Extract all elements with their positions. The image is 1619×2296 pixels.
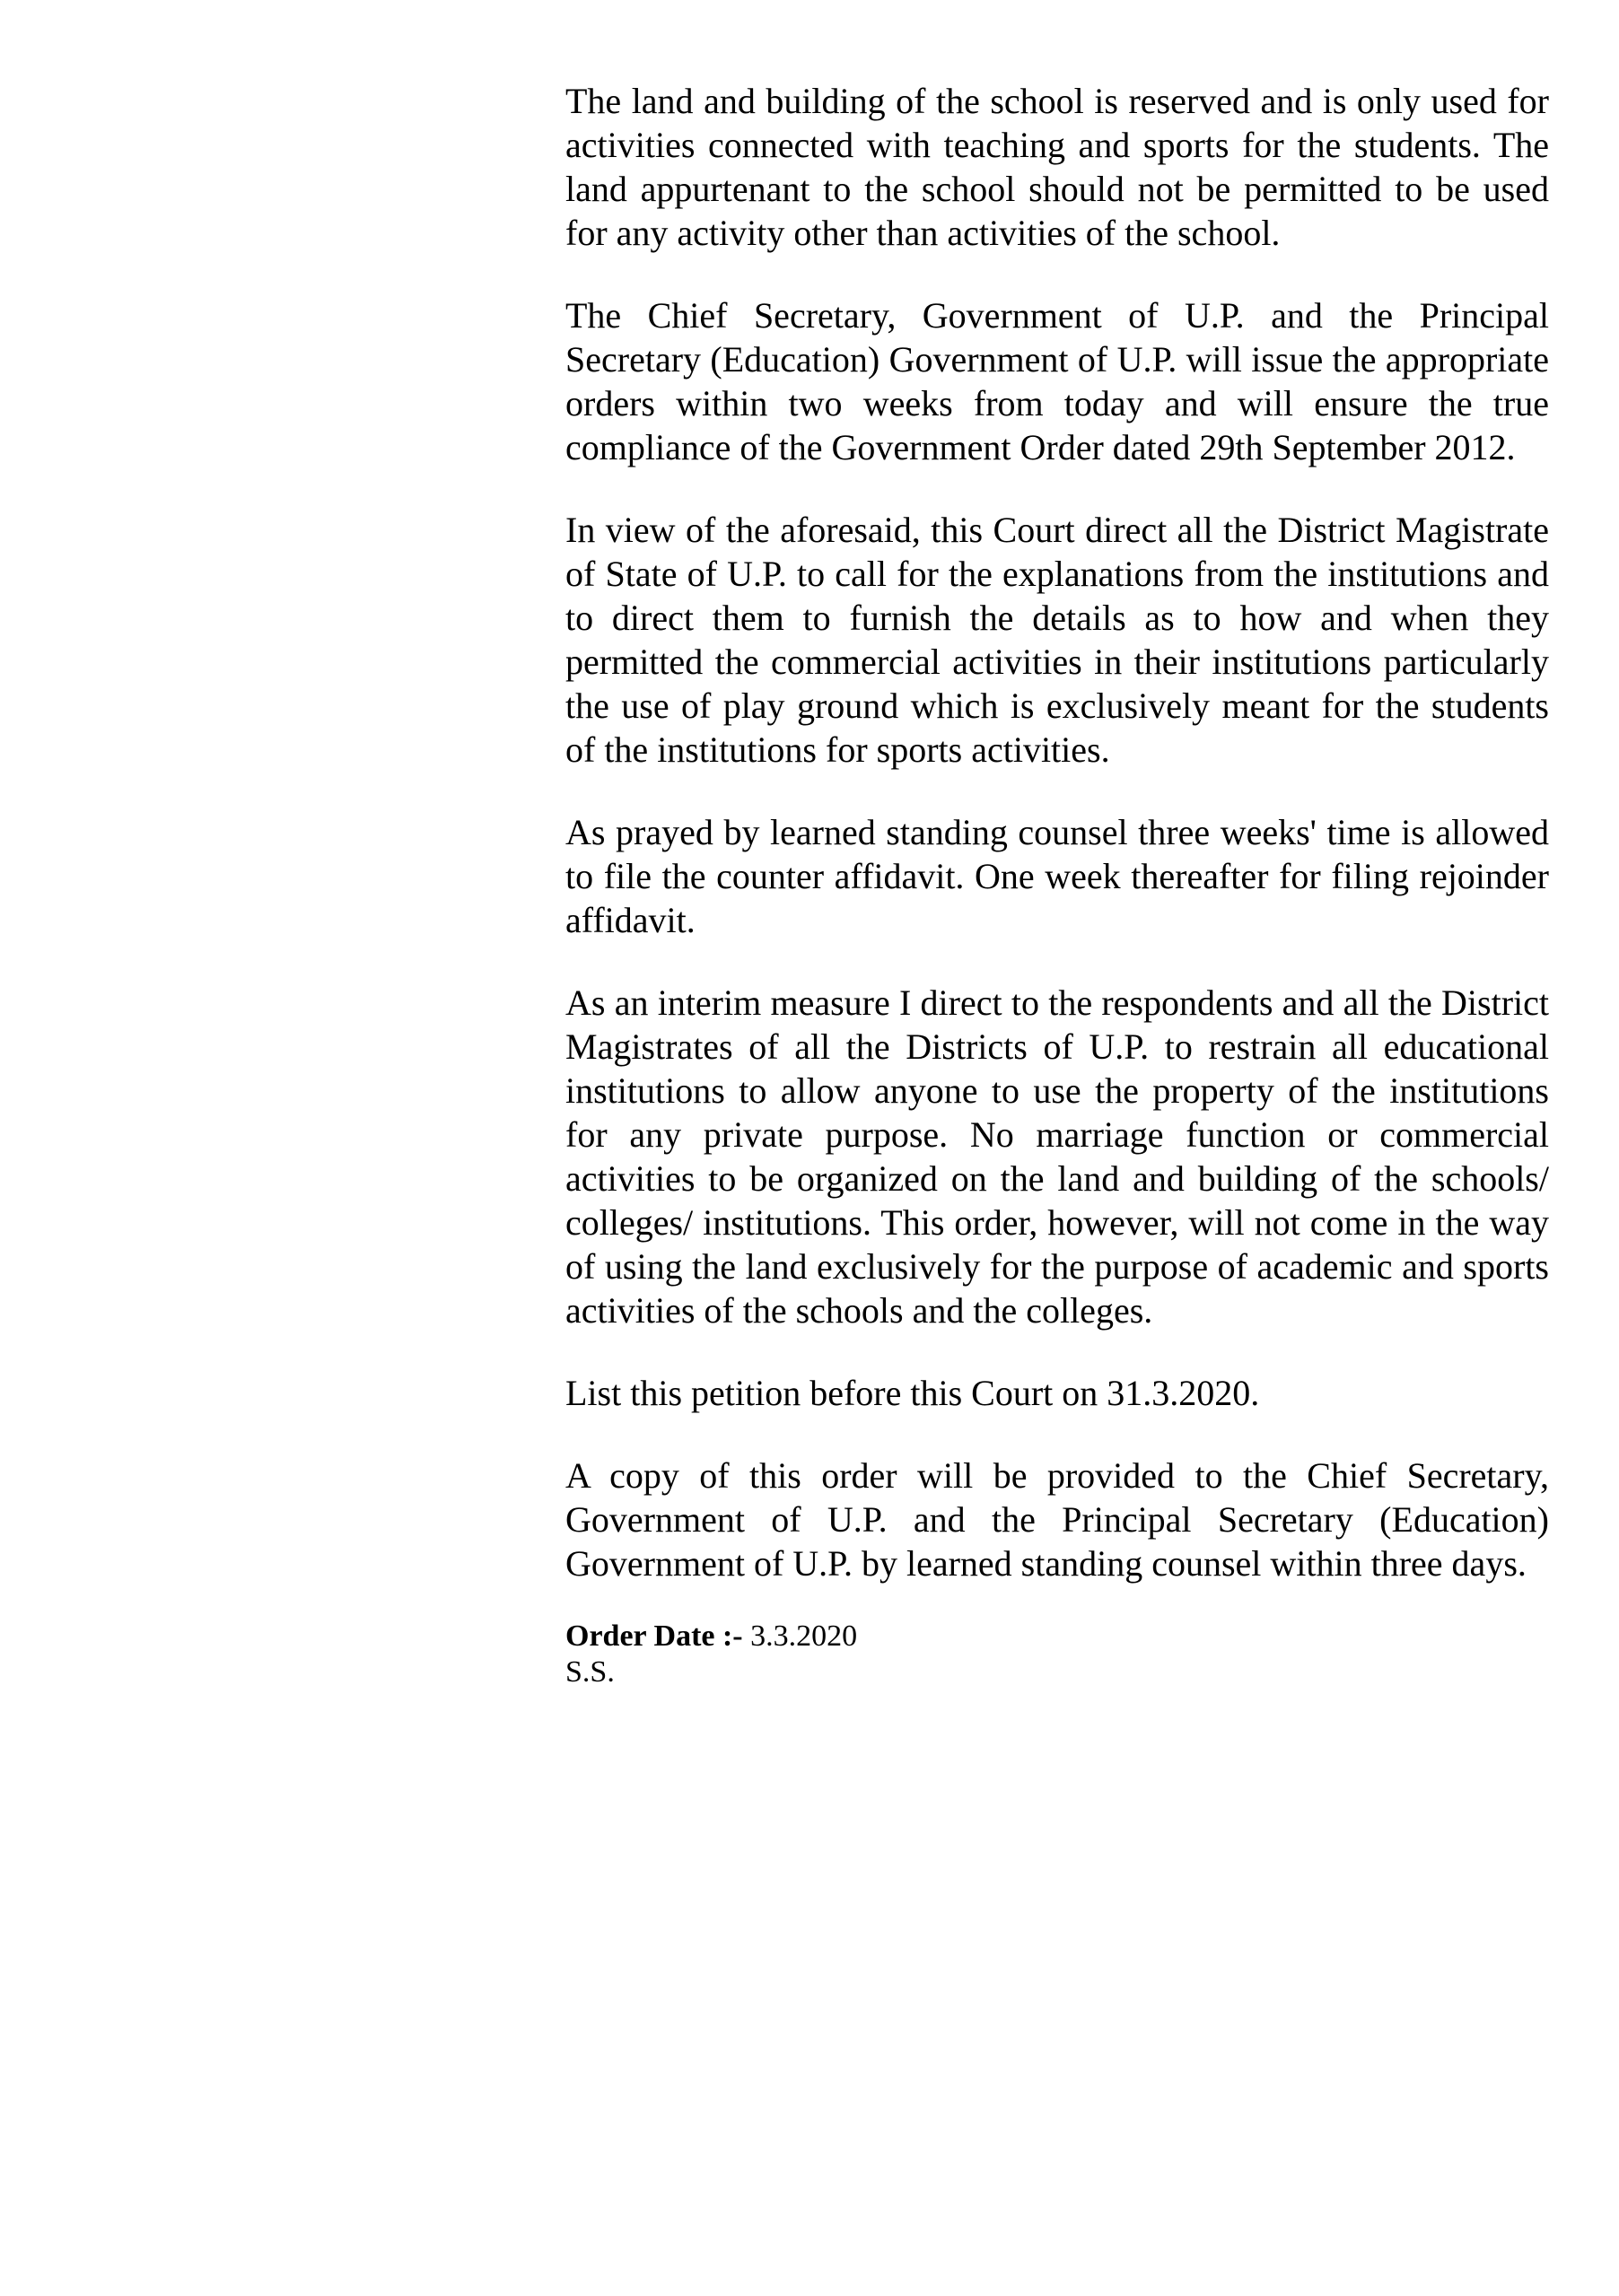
paragraph-copy-provided: A copy of this order will be provided to the Chief Secretary, Government of U.P. and the Principal Secretary (Education) Government of U.P. by learned standing counsel within three days.	[565, 1455, 1549, 1584]
paragraph-district-magistrate-direction: In view of the aforesaid, this Court direct all the District Magistrate of State of U.P. to call for the explanations from the institutions and to direct them to furnish the details as to how and when they permitted the commercial activities in their institutions particularly the use of play ground which is exclusively meant for the students of the institutions for sports activities.	[565, 510, 1549, 770]
paragraph-chief-secretary-orders: The Chief Secretary, Government of U.P. and the Principal Secretary (Education) Government of U.P. will issue the appropriate orders within two weeks from today and will ensure the true compliance of the Government Order dated 29th September 2012.	[565, 295, 1549, 467]
order-text-column	[565, 79, 1549, 1690]
paragraph-land-reserved: The land and building of the school is reserved and is only used for activities connected with teaching and sports for the students. The land appurtenant to the school should not be permitted to be used for any activity other than activities of the school.	[565, 81, 1549, 253]
order-date-value: 3.3.2020	[750, 1619, 858, 1653]
order-footer	[565, 1619, 1549, 1690]
order-initials: S.S.	[565, 1655, 615, 1689]
order-date-label: Order Date :-	[565, 1619, 743, 1653]
order-date-line	[565, 1619, 1549, 1654]
paragraph-listing-date: List this petition before this Court on 31.3.2020.	[565, 1373, 1260, 1413]
paragraph-counter-affidavit: As prayed by learned standing counsel three weeks' time is allowed to file the counter affidavit. One week thereafter for filing rejoinder affidavit.	[565, 812, 1549, 940]
paragraph-interim-measure: As an interim measure I direct to the respondents and all the District Magistrates of all the Districts of U.P. to restrain all educational institutions to allow anyone to use the property of the institutions for any private purpose. No marriage function or commercial activities to be organized on the land and building of the schools/ colleges/ institutions. This order, however, will not come in the way of using the land exclusively for the purpose of academic and sports activities of the schools and the colleges.	[565, 982, 1549, 1331]
